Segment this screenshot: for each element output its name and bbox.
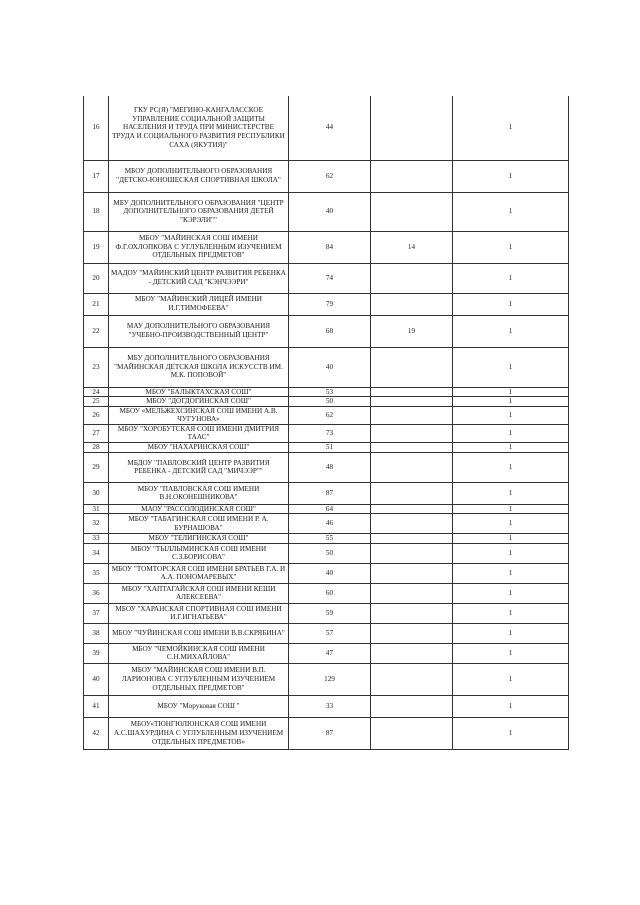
- value-2-cell: [371, 482, 453, 504]
- table-row: [84, 603, 569, 623]
- row-number-cell: 37: [84, 603, 109, 623]
- value-1-cell: 129: [289, 663, 371, 695]
- organization-name-cell: МБОУ "ЧУЙИНСКАЯ СОШ ИМЕНИ В.В.СКРЯБИНА": [109, 623, 289, 643]
- table-row: [84, 231, 569, 263]
- row-number-cell: 25: [84, 397, 109, 407]
- organization-name-cell: МБОУ "БАЛЫКТАХСКАЯ СОШ": [109, 387, 289, 397]
- value-3-cell: 1: [453, 452, 569, 482]
- value-3-cell: 1: [453, 293, 569, 315]
- value-2-cell: [371, 623, 453, 643]
- value-2-cell: [371, 603, 453, 623]
- organization-name-cell: МБОУ "МАЙИНСКАЯ СОШ ИМЕНИ В.П. ЛАРИОНОВА С УГЛУБЛЕННЫМ ИЗУЧЕНИЕМ ОТДЕЛЬНЫХ ПРЕДМЕТОВ": [109, 663, 289, 695]
- value-1-cell: 47: [289, 643, 371, 663]
- organization-name-cell: МАДОУ "МАЙИНСКИЙ ЦЕНТР РАЗВИТИЯ РЕБЕНКА - ДЕТСКИЙ САД "КЭНЧЭЭРИ": [109, 263, 289, 293]
- value-2-cell: 19: [371, 315, 453, 347]
- organization-name-cell: МБОУ "НАХАРИНСКАЯ СОШ": [109, 443, 289, 453]
- organization-name-cell: МБОУ "ХАПТАГАЙСКАЯ СОШ ИМЕНИ КЕШИ АЛЕКСЕЕВА": [109, 583, 289, 603]
- value-3-cell: 1: [453, 397, 569, 407]
- value-3-cell: 1: [453, 563, 569, 583]
- row-number-cell: 16: [84, 96, 109, 160]
- value-1-cell: 74: [289, 263, 371, 293]
- table-row: [84, 695, 569, 717]
- value-1-cell: 53: [289, 387, 371, 397]
- table-row: [84, 397, 569, 407]
- row-number-cell: 30: [84, 482, 109, 504]
- organization-name-cell: МБДОУ "ПАВЛОВСКИЙ ЦЕНТР РАЗВИТИЯ РЕБЕНКА - ДЕТСКИЙ САД "МИЧЭЭР"": [109, 452, 289, 482]
- value-2-cell: [371, 563, 453, 583]
- table-row: [84, 563, 569, 583]
- row-number-cell: 41: [84, 695, 109, 717]
- value-3-cell: 1: [453, 717, 569, 749]
- organization-name-cell: МБОУ "ПАВЛОВСКАЯ СОШ ИМЕНИ В.Н.ОКОНЕШНИКОВА": [109, 482, 289, 504]
- row-number-cell: 18: [84, 192, 109, 231]
- organization-name-cell: МБОУ "ТОМТОРСКАЯ СОШ ИМЕНИ БРАТЬЕВ Г.А. И А.А. ПОНОМАРЕВЫХ": [109, 563, 289, 583]
- value-3-cell: 1: [453, 482, 569, 504]
- table-row: [84, 263, 569, 293]
- value-2-cell: [371, 397, 453, 407]
- row-number-cell: 22: [84, 315, 109, 347]
- table-row: [84, 96, 569, 160]
- row-number-cell: 34: [84, 543, 109, 563]
- organization-name-cell: МБОУ "МАЙИНСКАЯ СОШ ИМЕНИ Ф.Г.ОХЛОПКОВА С УГЛУБЛЕННЫМ ИЗУЧЕНИЕМ ОТДЕЛЬНЫХ ПРЕДМЕТОВ": [109, 231, 289, 263]
- organization-name-cell: МБОУ "ЧЕМОЙКИНСКАЯ СОШ ИМЕНИ С.Н.МИХАЙЛОВА": [109, 643, 289, 663]
- value-2-cell: [371, 543, 453, 563]
- organization-name-cell: МБОУ ДОПОЛНИТЕЛЬНОГО ОБРАЗОВАНИЯ "ДЕТСКО-ЮНОШЕСКАЯ СПОРТИВНАЯ ШКОЛА": [109, 160, 289, 192]
- value-1-cell: 51: [289, 443, 371, 453]
- row-number-cell: 35: [84, 563, 109, 583]
- row-number-cell: 38: [84, 623, 109, 643]
- value-3-cell: 1: [453, 603, 569, 623]
- value-1-cell: 48: [289, 452, 371, 482]
- row-number-cell: 20: [84, 263, 109, 293]
- table-row: [84, 347, 569, 387]
- table-row: [84, 717, 569, 749]
- value-1-cell: 40: [289, 192, 371, 231]
- table-row: [84, 315, 569, 347]
- value-2-cell: [371, 96, 453, 160]
- value-2-cell: [371, 643, 453, 663]
- organization-name-cell: МБОУ "ТЫЛЛЫМИНСКАЯ СОШ ИМЕНИ С.З.БОРИСОВА": [109, 543, 289, 563]
- row-number-cell: 19: [84, 231, 109, 263]
- organization-name-cell: МБОУ "ДОГДОГИНСКАЯ СОШ": [109, 397, 289, 407]
- value-2-cell: [371, 534, 453, 544]
- value-1-cell: 73: [289, 424, 371, 442]
- row-number-cell: 17: [84, 160, 109, 192]
- value-1-cell: 60: [289, 583, 371, 603]
- value-2-cell: [371, 347, 453, 387]
- organization-name-cell: ГКУ РС(Я) "МЕГИНО-КАНГАЛАССКОЕ УПРАВЛЕНИЕ СОЦИАЛЬНОЙ ЗАЩИТЫ НАСЕЛЕНИЯ И ТРУДА ПРИ МИНИСТЕРСТВЕ ТРУДА И СОЦИАЛЬНОГО РАЗВИТИЯ РЕСПУБЛИКИ САХА (ЯКУТИЯ)": [109, 96, 289, 160]
- value-3-cell: 1: [453, 583, 569, 603]
- value-1-cell: 40: [289, 347, 371, 387]
- value-1-cell: 44: [289, 96, 371, 160]
- table-row: [84, 663, 569, 695]
- value-1-cell: 64: [289, 504, 371, 514]
- table-row: [84, 424, 569, 442]
- value-3-cell: 1: [453, 263, 569, 293]
- row-number-cell: 29: [84, 452, 109, 482]
- row-number-cell: 39: [84, 643, 109, 663]
- organization-name-cell: МАУ ДОПОЛНИТЕЛЬНОГО ОБРАЗОВАНИЯ "УЧЕБНО-ПРОИЗВОДСТВЕННЫЙ ЦЕНТР": [109, 315, 289, 347]
- value-1-cell: 46: [289, 514, 371, 534]
- value-1-cell: 59: [289, 603, 371, 623]
- row-number-cell: 26: [84, 406, 109, 424]
- value-1-cell: 87: [289, 482, 371, 504]
- document-sheet: [83, 96, 568, 750]
- value-2-cell: [371, 663, 453, 695]
- value-1-cell: 62: [289, 406, 371, 424]
- organization-name-cell: МБОУ«ТЮНГЮЛЮНСКАЯ СОШ ИМЕНИ А.С.ШАХУРДИНА С УГЛУБЛЕННЫМ ИЗУЧЕНИЕМ ОТДЕЛЬНЫХ ПРЕДМЕТОВ»: [109, 717, 289, 749]
- table-row: [84, 452, 569, 482]
- row-number-cell: 24: [84, 387, 109, 397]
- value-3-cell: 1: [453, 643, 569, 663]
- value-2-cell: [371, 443, 453, 453]
- row-number-cell: 42: [84, 717, 109, 749]
- value-3-cell: 1: [453, 192, 569, 231]
- table-row: [84, 514, 569, 534]
- value-2-cell: [371, 717, 453, 749]
- row-number-cell: 32: [84, 514, 109, 534]
- value-1-cell: 55: [289, 534, 371, 544]
- value-3-cell: 1: [453, 504, 569, 514]
- value-1-cell: 50: [289, 543, 371, 563]
- row-number-cell: 21: [84, 293, 109, 315]
- table-row: [84, 443, 569, 453]
- table-row: [84, 160, 569, 192]
- value-3-cell: 1: [453, 443, 569, 453]
- table-row: [84, 583, 569, 603]
- value-2-cell: [371, 293, 453, 315]
- value-1-cell: 40: [289, 563, 371, 583]
- value-2-cell: [371, 406, 453, 424]
- value-1-cell: 33: [289, 695, 371, 717]
- value-2-cell: 14: [371, 231, 453, 263]
- value-1-cell: 79: [289, 293, 371, 315]
- organization-name-cell: МБОУ "ХАРАНСКАЯ СПОРТИВНАЯ СОШ ИМЕНИ И.Г.ИГНАТЬЕВА": [109, 603, 289, 623]
- table-body: [84, 96, 569, 749]
- row-number-cell: 40: [84, 663, 109, 695]
- table-row: [84, 293, 569, 315]
- value-2-cell: [371, 263, 453, 293]
- organization-name-cell: МАОУ "РАССОЛОДИНСКАЯ СОШ": [109, 504, 289, 514]
- table-row: [84, 192, 569, 231]
- organization-name-cell: МБУ ДОПОЛНИТЕЛЬНОГО ОБРАЗОВАНИЯ "МАЙИНСКАЯ ДЕТСКАЯ ШКОЛА ИСКУССТВ ИМ. М.К. ПОПОВОЙ": [109, 347, 289, 387]
- value-2-cell: [371, 424, 453, 442]
- value-2-cell: [371, 387, 453, 397]
- value-3-cell: 1: [453, 663, 569, 695]
- value-1-cell: 57: [289, 623, 371, 643]
- value-1-cell: 84: [289, 231, 371, 263]
- value-2-cell: [371, 504, 453, 514]
- row-number-cell: 28: [84, 443, 109, 453]
- value-2-cell: [371, 583, 453, 603]
- value-1-cell: 68: [289, 315, 371, 347]
- value-3-cell: 1: [453, 534, 569, 544]
- table-row: [84, 387, 569, 397]
- value-2-cell: [371, 192, 453, 231]
- value-3-cell: 1: [453, 543, 569, 563]
- organization-name-cell: МБУ ДОПОЛНИТЕЛЬНОГО ОБРАЗОВАНИЯ "ЦЕНТР ДОПОЛНИТЕЛЬНОГО ОБРАЗОВАНИЯ ДЕТЕЙ "КЭРЭЛИ"": [109, 192, 289, 231]
- row-number-cell: 33: [84, 534, 109, 544]
- organization-name-cell: МБОУ "ХОРОБУТСКАЯ СОШ ИМЕНИ ДМИТРИЯ ТААС": [109, 424, 289, 442]
- table-row: [84, 406, 569, 424]
- organization-name-cell: МБОУ "МАЙИНСКИЙ ЛИЦЕЙ ИМЕНИ И.Г.ТИМОФЕЕВА": [109, 293, 289, 315]
- organization-name-cell: МБОУ "ТЕЛИГИНСКАЯ СОШ": [109, 534, 289, 544]
- organization-name-cell: МБОУ "ТАБАГИНСКАЯ СОШ ИМЕНИ Р. А. БУРНАШОВА": [109, 514, 289, 534]
- value-3-cell: 1: [453, 695, 569, 717]
- table-row: [84, 504, 569, 514]
- value-3-cell: 1: [453, 160, 569, 192]
- value-1-cell: 50: [289, 397, 371, 407]
- value-2-cell: [371, 160, 453, 192]
- table-row: [84, 482, 569, 504]
- table-row: [84, 623, 569, 643]
- value-3-cell: 1: [453, 424, 569, 442]
- value-3-cell: 1: [453, 623, 569, 643]
- value-3-cell: 1: [453, 387, 569, 397]
- value-3-cell: 1: [453, 514, 569, 534]
- value-3-cell: 1: [453, 231, 569, 263]
- row-number-cell: 23: [84, 347, 109, 387]
- value-2-cell: [371, 695, 453, 717]
- organization-name-cell: МБОУ «МЕЛЬЖЕХСИНСКАЯ СОШ ИМЕНИ А.В. ЧУГУНОВА»: [109, 406, 289, 424]
- table-row: [84, 534, 569, 544]
- value-3-cell: 1: [453, 315, 569, 347]
- value-2-cell: [371, 452, 453, 482]
- value-3-cell: 1: [453, 96, 569, 160]
- row-number-cell: 27: [84, 424, 109, 442]
- value-2-cell: [371, 514, 453, 534]
- value-1-cell: 87: [289, 717, 371, 749]
- value-3-cell: 1: [453, 347, 569, 387]
- row-number-cell: 31: [84, 504, 109, 514]
- organizations-table: [83, 96, 569, 750]
- row-number-cell: 36: [84, 583, 109, 603]
- value-1-cell: 62: [289, 160, 371, 192]
- table-row: [84, 543, 569, 563]
- value-3-cell: 1: [453, 406, 569, 424]
- table-row: [84, 643, 569, 663]
- organization-name-cell: МБОУ "Моруковая СОШ ": [109, 695, 289, 717]
